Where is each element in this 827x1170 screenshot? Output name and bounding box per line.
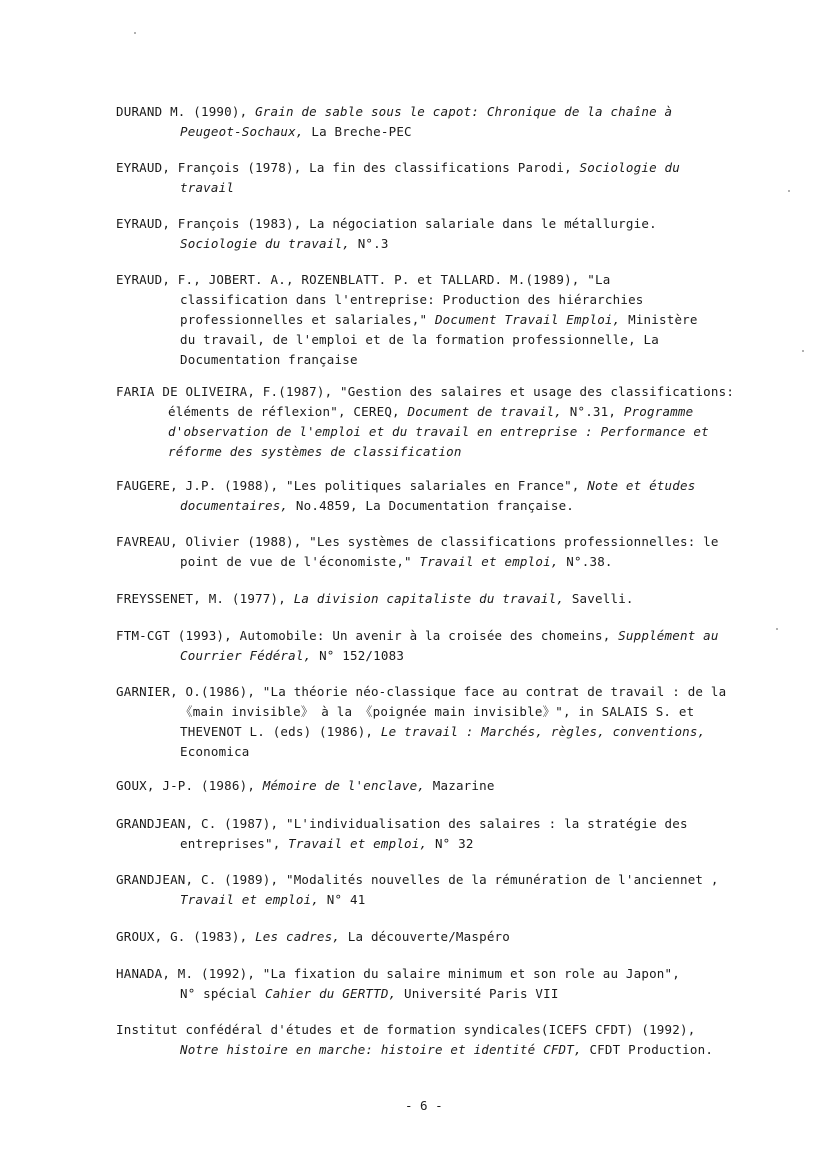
entry-text: EYRAUD, François (1983), La négociation salariale dans le métallurgie. — [116, 216, 657, 231]
entry-title: Note et études — [587, 478, 696, 493]
entry-text: éléments de réflexion", CEREQ, — [168, 404, 408, 419]
bibliography-entry-icefs-cfdt — [116, 1020, 756, 1060]
entry-text: N°.3 — [349, 236, 389, 251]
entry-text: 《main invisible》 à la 《poignée main invisible》", in SALAIS S. et — [180, 704, 695, 719]
entry-text: Savelli. — [564, 591, 634, 606]
entry-title: Supplément au — [618, 628, 719, 643]
entry-title: Document de travail, — [407, 404, 563, 419]
entry-title: documentaires, — [180, 498, 289, 513]
entry-text: N° 152/1083 — [311, 648, 405, 663]
entry-title: Travail et emploi, — [419, 554, 559, 569]
entry-text: entreprises", — [180, 836, 289, 851]
bibliography-entry-grandjean-1987 — [116, 814, 756, 854]
entry-text: THEVENOT L. (eds) (1986), — [180, 724, 381, 739]
bibliography-entry-garnier — [116, 682, 756, 762]
bibliography-entry-favreau — [116, 532, 756, 572]
entry-title: Notre histoire en marche: histoire et identité CFDT, — [180, 1042, 582, 1057]
scan-speck — [802, 350, 804, 352]
entry-text: FARIA DE OLIVEIRA, F.(1987), "Gestion des salaires et usage des classifications: — [116, 384, 735, 399]
entry-text: FTM-CGT (1993), Automobile: Un avenir à la croisée des chomeins, — [116, 628, 619, 643]
entry-text: point de vue de l'économiste," — [180, 554, 420, 569]
entry-text: GROUX, G. (1983), — [116, 929, 256, 944]
bibliography-entry-goux — [116, 776, 756, 796]
entry-title: Le travail : Marchés, règles, conventions, — [380, 724, 706, 739]
bibliography-entry-ftm-cgt — [116, 626, 756, 666]
entry-text: La Breche-PEC — [303, 124, 412, 139]
entry-text: professionnelles et salariales," — [180, 312, 435, 327]
entry-title: Mémoire de l'enclave, — [262, 778, 426, 793]
bibliography-entry-eyraud-1983 — [116, 214, 756, 254]
scan-speck — [776, 628, 778, 630]
entry-title: Peugeot-Sochaux, — [180, 124, 304, 139]
bibliography-entry-eyraud-1978 — [116, 158, 756, 198]
entry-text: HANADA, M. (1992), "La fixation du salaire minimum et son role au Japon", — [116, 966, 680, 981]
bibliography-entry-hanada — [116, 964, 756, 1004]
entry-text: GRANDJEAN, C. (1989), "Modalités nouvelles de la rémunération de l'anciennet , — [116, 872, 719, 887]
entry-text: EYRAUD, F., JOBERT. A., ROZENBLATT. P. et TALLARD. M.(1989), "La — [116, 272, 611, 287]
entry-text: GARNIER, O.(1986), "La théorie néo-classique face au contrat de travail : de la — [116, 684, 727, 699]
bibliography-entry-faria — [116, 382, 756, 462]
entry-title: Sociologie du — [579, 160, 680, 175]
entry-text: N°.38. — [558, 554, 613, 569]
entry-text: CFDT Production. — [581, 1042, 714, 1057]
page-number: - 6 - — [405, 1098, 443, 1113]
entry-text: FAUGERE, J.P. (1988), "Les politiques salariales en France", — [116, 478, 588, 493]
entry-text: FAVREAU, Olivier (1988), "Les systèmes de classifications professionnelles: le — [116, 534, 719, 549]
entry-title: Travail et emploi, — [180, 892, 320, 907]
entry-text: Mazarine — [425, 778, 495, 793]
bibliography-entry-faugere — [116, 476, 756, 516]
entry-text: N° spécial — [180, 986, 265, 1001]
entry-text: GRANDJEAN, C. (1987), "L'individualisation des salaires : la stratégie des — [116, 816, 688, 831]
entry-title: Travail et emploi, — [288, 836, 428, 851]
entry-title: Programme — [623, 404, 694, 419]
entry-text: Institut confédéral d'études et de formation syndicales(ICEFS CFDT) (1992), — [116, 1022, 696, 1037]
scan-speck — [788, 190, 790, 192]
entry-text: DURAND M. (1990), — [116, 104, 256, 119]
entry-title: La division capitaliste du travail, — [293, 591, 565, 606]
entry-text: GOUX, J-P. (1986), — [116, 778, 263, 793]
entry-title: Courrier Fédéral, — [180, 648, 312, 663]
entry-text: classification dans l'entreprise: Production des hiérarchies — [180, 292, 644, 307]
entry-title: Grain de sable sous le capot: Chronique de la chaîne à — [255, 104, 673, 119]
entry-text: N° 32 — [427, 836, 474, 851]
entry-title: Cahier du GERTTD, — [264, 986, 397, 1001]
entry-title: d'observation de l'emploi et du travail en entreprise : Performance et — [168, 424, 709, 439]
entry-title: réforme des systèmes de classification — [168, 444, 462, 459]
scan-speck — [134, 32, 136, 34]
entry-title: Sociologie du travail, — [180, 236, 350, 251]
entry-text: Documentation française — [180, 352, 358, 367]
entry-text: du travail, de l'emploi et de la formation professionnelle, La — [180, 332, 659, 347]
entry-text: EYRAUD, François (1978), La fin des classifications Parodi, — [116, 160, 580, 175]
entry-text: N°.31, — [562, 404, 624, 419]
bibliography-entry-groux — [116, 927, 756, 947]
bibliography-entry-durand — [116, 102, 756, 142]
entry-text: FREYSSENET, M. (1977), — [116, 591, 294, 606]
entry-title: Les cadres, — [255, 929, 341, 944]
entry-text: No.4859, La Documentation française. — [288, 498, 575, 513]
entry-text: La découverte/Maspéro — [340, 929, 511, 944]
entry-title: travail — [180, 180, 235, 195]
entry-text: Ministère — [620, 312, 698, 327]
entry-text: Université Paris VII — [396, 986, 559, 1001]
entry-title: Document Travail Emploi, — [434, 312, 621, 327]
bibliography-entry-grandjean-1989 — [116, 870, 756, 910]
entry-text: Economica — [180, 744, 250, 759]
entry-text: N° 41 — [319, 892, 366, 907]
bibliography-entry-freyssenet — [116, 589, 756, 609]
bibliography-entry-eyraud-1989 — [116, 270, 756, 370]
